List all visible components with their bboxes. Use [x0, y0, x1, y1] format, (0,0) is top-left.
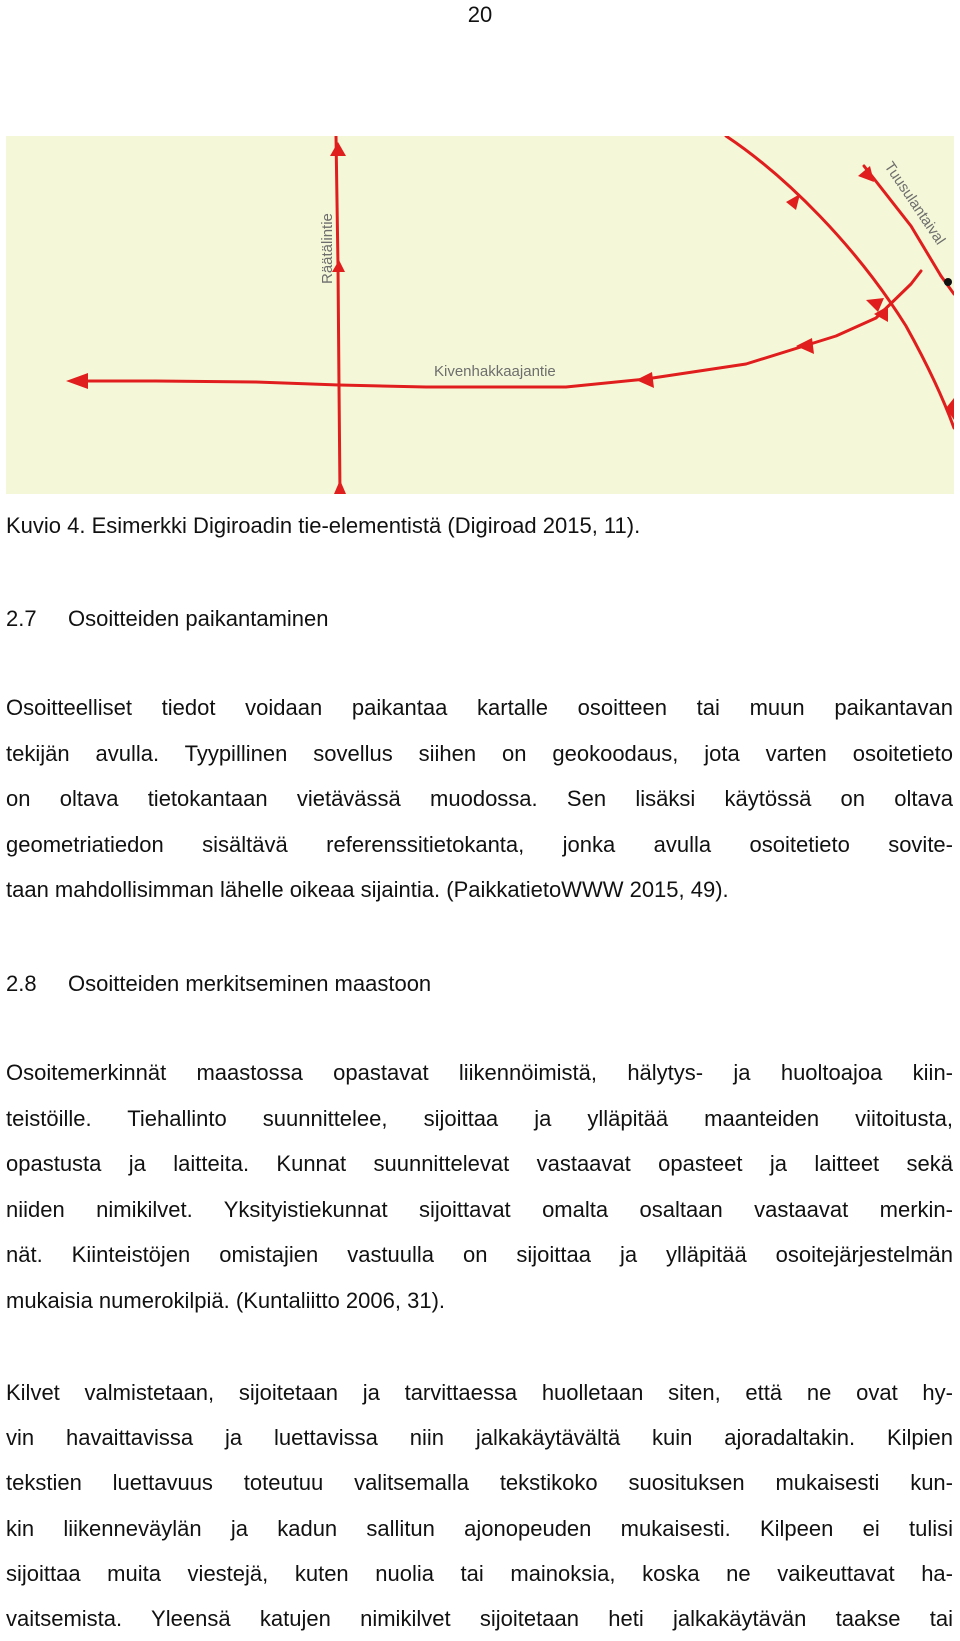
road-node — [944, 278, 952, 286]
text-line: vaitsemista. Yleensä katujen nimikilvet sijoitetaan heti jalkakäytävän taakse tai — [6, 1605, 953, 1631]
section-number: 2.7 — [6, 606, 37, 631]
road-map — [6, 136, 954, 494]
road-map-figure — [6, 136, 954, 494]
paragraph-osoitteiden-paikantaminen — [6, 685, 953, 913]
text-line: geometriatiedon sisältävä referenssitietokanta, jonka avulla osoitetieto sovite- — [6, 831, 953, 857]
map-background — [6, 136, 954, 494]
figure-caption: Kuvio 4. Esimerkki Digiroadin tie-elementistä (Digiroad 2015, 11). — [6, 513, 641, 538]
label-kivenhakkaajantie: Kivenhakkaajantie — [434, 363, 556, 380]
text-line: Osoitteelliset tiedot voidaan paikantaa kartalle osoitteen tai muun paikantavan — [6, 695, 953, 720]
text-line: mukaisia numerokilpiä. (Kuntaliitto 2006, 31). — [6, 1287, 446, 1313]
text-line: Kilvet valmistetaan, sijoitetaan ja tarvittaessa huolletaan siten, että ne ovat hy- — [6, 1380, 953, 1405]
text-line: vin havaittavissa ja luettavissa niin jalkakäytävältä kuin ajoradaltakin. Kilpien — [6, 1425, 953, 1451]
section-heading-2-7 — [6, 605, 329, 633]
text-line: tekijän avulla. Tyypillinen sovellus siihen on geokoodaus, jota varten osoitetieto — [6, 740, 953, 766]
page-number: 20 — [467, 2, 493, 27]
text-line: nät. Kiinteistöjen omistajien vastuulla on sijoittaa ja ylläpitää osoitejärjestelmän — [6, 1242, 953, 1267]
label-tuusulantaival: Tuusulantaival — [880, 158, 949, 248]
text-line: teistöille. Tiehallinto suunnittelee, sijoittaa ja ylläpitää maanteiden viitoitusta, — [6, 1105, 953, 1131]
paragraph-kilvet — [6, 1370, 953, 1641]
section-heading-2-8 — [6, 970, 431, 998]
paragraph-osoitemerkinnat — [6, 1050, 953, 1323]
text-line: kin liikenneväylän ja kadun sallitun ajonopeuden mukaisesti. Kilpeen ei tulisi — [6, 1515, 953, 1541]
section-number: 2.8 — [6, 971, 37, 996]
text-line: sijoittaa muita viestejä, kuten nuolia tai mainoksia, koska ne vaikeuttavat ha- — [6, 1560, 953, 1586]
label-raatalintie: Räätälintie — [319, 213, 336, 284]
text-line: Osoitemerkinnät maastossa opastavat liikennöimistä, hälytys- ja huoltoajoa kiin- — [6, 1060, 953, 1085]
text-line: opastusta ja laitteita. Kunnat suunnittelevat vastaavat opasteet ja laitteet sekä — [6, 1151, 953, 1176]
text-line: niiden nimikilvet. Yksityistiekunnat sijoittavat omalta osaltaan vastaavat merkin- — [6, 1196, 953, 1222]
section-title: Osoitteiden merkitseminen maastoon — [68, 971, 432, 996]
text-line: taan mahdollisimman lähelle oikeaa sijaintia. (PaikkatietoWWW 2015, 49). — [6, 877, 729, 902]
section-title: Osoitteiden paikantaminen — [68, 606, 329, 631]
text-line: tekstien luettavuus toteutuu valitsemalla tekstikoko suosituksen mukaisesti kun- — [6, 1470, 953, 1496]
text-line: on oltava tietokantaan vietävässä muodossa. Sen lisäksi käytössä on oltava — [6, 786, 953, 811]
